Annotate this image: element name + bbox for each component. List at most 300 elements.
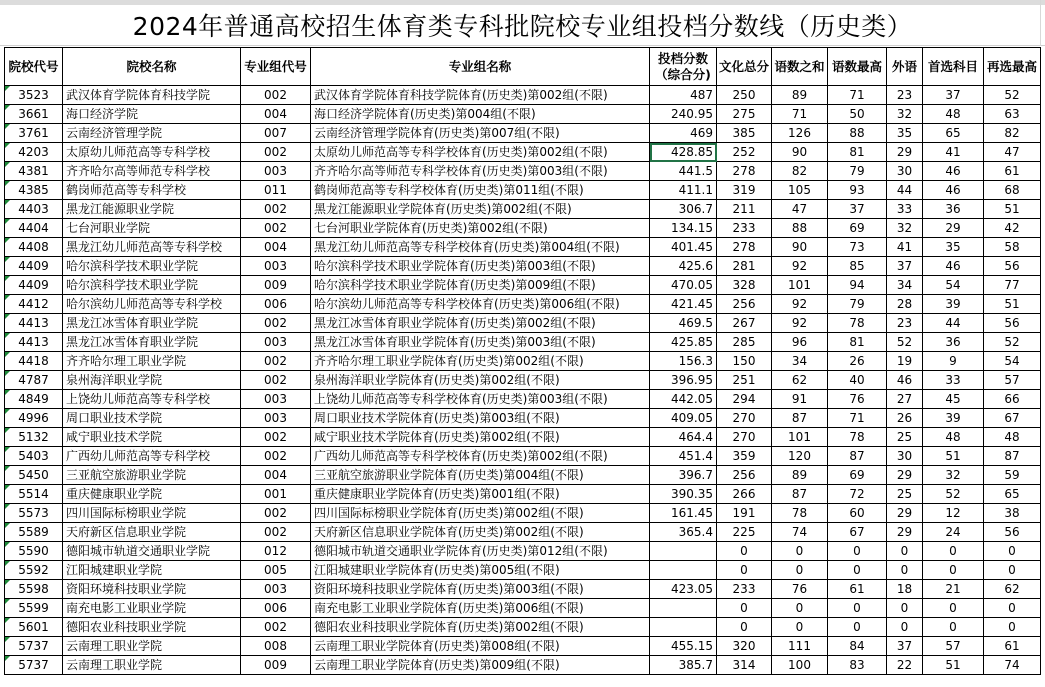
group-code-cell[interactable]: 008 [241,637,311,656]
second-subject-max-cell[interactable]: 74 [984,656,1041,675]
first-subject-cell[interactable]: 46 [923,162,984,181]
second-subject-max-cell[interactable]: 61 [984,637,1041,656]
second-subject-max-cell[interactable]: 65 [984,485,1041,504]
chinese-math-sum-cell[interactable]: 92 [772,295,828,314]
school-code-cell[interactable]: 5592 [5,561,63,580]
group-name-cell[interactable]: 天府新区信息职业学院体育(历史类)第002组(不限) [311,523,650,542]
chinese-math-sum-cell[interactable]: 89 [772,466,828,485]
score-cell[interactable]: 464.4 [650,428,717,447]
header-cell[interactable]: 投档分数（综合分) [650,48,717,86]
culture-total-cell[interactable]: 319 [717,181,772,200]
school-name-cell[interactable]: 四川国际标榜职业学院 [63,504,241,523]
chinese-math-sum-cell[interactable]: 0 [772,599,828,618]
culture-total-cell[interactable]: 266 [717,485,772,504]
group-code-cell[interactable]: 007 [241,124,311,143]
school-name-cell[interactable]: 南充电影工业职业学院 [63,599,241,618]
culture-total-cell[interactable]: 211 [717,200,772,219]
chinese-math-sum-cell[interactable]: 87 [772,485,828,504]
group-code-cell[interactable]: 003 [241,390,311,409]
foreign-language-cell[interactable]: 37 [887,637,923,656]
school-name-cell[interactable]: 黑龙江冰雪体育职业学院 [63,314,241,333]
chinese-math-max-cell[interactable]: 87 [828,447,887,466]
chinese-math-sum-cell[interactable]: 90 [772,143,828,162]
first-subject-cell[interactable]: 45 [923,390,984,409]
chinese-math-max-cell[interactable]: 60 [828,504,887,523]
group-code-cell[interactable]: 002 [241,314,311,333]
school-code-cell[interactable]: 5601 [5,618,63,637]
culture-total-cell[interactable]: 275 [717,105,772,124]
foreign-language-cell[interactable]: 28 [887,295,923,314]
school-code-cell[interactable]: 4996 [5,409,63,428]
school-name-cell[interactable]: 云南理工职业学院 [63,656,241,675]
culture-total-cell[interactable]: 233 [717,219,772,238]
group-code-cell[interactable]: 002 [241,86,311,105]
chinese-math-max-cell[interactable]: 88 [828,124,887,143]
score-cell[interactable]: 401.45 [650,238,717,257]
group-name-cell[interactable]: 咸宁职业技术学院体育(历史类)第002组(不限) [311,428,650,447]
culture-total-cell[interactable]: 270 [717,428,772,447]
group-code-cell[interactable]: 003 [241,162,311,181]
score-cell[interactable] [650,618,717,637]
school-code-cell[interactable]: 4381 [5,162,63,181]
group-name-cell[interactable]: 广西幼儿师范高等专科学校体育(历史类)第002组(不限) [311,447,650,466]
second-subject-max-cell[interactable]: 59 [984,466,1041,485]
culture-total-cell[interactable]: 250 [717,86,772,105]
score-cell[interactable]: 409.05 [650,409,717,428]
chinese-math-max-cell[interactable]: 69 [828,219,887,238]
chinese-math-sum-cell[interactable]: 87 [772,409,828,428]
foreign-language-cell[interactable]: 32 [887,219,923,238]
chinese-math-max-cell[interactable]: 85 [828,257,887,276]
culture-total-cell[interactable]: 191 [717,504,772,523]
group-name-cell[interactable]: 武汉体育学院体育科技学院体育(历史类)第002组(不限) [311,86,650,105]
foreign-language-cell[interactable]: 23 [887,86,923,105]
culture-total-cell[interactable]: 314 [717,656,772,675]
culture-total-cell[interactable]: 225 [717,523,772,542]
score-cell[interactable] [650,542,717,561]
foreign-language-cell[interactable]: 32 [887,105,923,124]
school-code-cell[interactable]: 4849 [5,390,63,409]
second-subject-max-cell[interactable]: 62 [984,580,1041,599]
school-name-cell[interactable]: 德阳农业科技职业学院 [63,618,241,637]
chinese-math-max-cell[interactable]: 94 [828,276,887,295]
group-name-cell[interactable]: 云南理工职业学院体育(历史类)第008组(不限) [311,637,650,656]
score-cell[interactable]: 421.45 [650,295,717,314]
group-code-cell[interactable]: 006 [241,295,311,314]
second-subject-max-cell[interactable]: 52 [984,86,1041,105]
group-name-cell[interactable]: 七台河职业学院体育(历史类)第002组(不限) [311,219,650,238]
foreign-language-cell[interactable]: 19 [887,352,923,371]
first-subject-cell[interactable]: 65 [923,124,984,143]
second-subject-max-cell[interactable]: 38 [984,504,1041,523]
header-cell[interactable]: 语数之和 [772,48,828,86]
group-code-cell[interactable]: 003 [241,580,311,599]
school-name-cell[interactable]: 三亚航空旅游职业学院 [63,466,241,485]
school-name-cell[interactable]: 德阳城市轨道交通职业学院 [63,542,241,561]
foreign-language-cell[interactable]: 26 [887,409,923,428]
foreign-language-cell[interactable]: 25 [887,485,923,504]
school-code-cell[interactable]: 4418 [5,352,63,371]
school-name-cell[interactable]: 黑龙江能源职业学院 [63,200,241,219]
school-code-cell[interactable]: 4413 [5,314,63,333]
second-subject-max-cell[interactable]: 77 [984,276,1041,295]
school-code-cell[interactable]: 5737 [5,656,63,675]
school-code-cell[interactable]: 4408 [5,238,63,257]
first-subject-cell[interactable]: 44 [923,314,984,333]
group-name-cell[interactable]: 哈尔滨科学技术职业学院体育(历史类)第009组(不限) [311,276,650,295]
chinese-math-max-cell[interactable]: 69 [828,466,887,485]
group-name-cell[interactable]: 黑龙江冰雪体育职业学院体育(历史类)第003组(不限) [311,333,650,352]
score-cell[interactable]: 469.5 [650,314,717,333]
second-subject-max-cell[interactable]: 52 [984,333,1041,352]
score-cell[interactable]: 411.1 [650,181,717,200]
header-cell[interactable]: 文化总分 [717,48,772,86]
score-cell[interactable] [650,561,717,580]
second-subject-max-cell[interactable]: 58 [984,238,1041,257]
group-name-cell[interactable]: 德阳农业科技职业学院体育(历史类)第002组(不限) [311,618,650,637]
second-subject-max-cell[interactable]: 42 [984,219,1041,238]
group-name-cell[interactable]: 黑龙江幼儿师范高等专科学校体育(历史类)第004组(不限) [311,238,650,257]
chinese-math-sum-cell[interactable]: 82 [772,162,828,181]
chinese-math-max-cell[interactable]: 71 [828,409,887,428]
school-code-cell[interactable]: 4203 [5,143,63,162]
foreign-language-cell[interactable]: 27 [887,390,923,409]
culture-total-cell[interactable]: 0 [717,618,772,637]
chinese-math-sum-cell[interactable]: 91 [772,390,828,409]
culture-total-cell[interactable]: 0 [717,599,772,618]
score-cell[interactable]: 442.05 [650,390,717,409]
culture-total-cell[interactable]: 0 [717,542,772,561]
score-cell[interactable] [650,599,717,618]
chinese-math-sum-cell[interactable]: 90 [772,238,828,257]
chinese-math-max-cell[interactable]: 26 [828,352,887,371]
group-code-cell[interactable]: 006 [241,599,311,618]
school-name-cell[interactable]: 资阳环境科技职业学院 [63,580,241,599]
first-subject-cell[interactable]: 37 [923,86,984,105]
first-subject-cell[interactable]: 0 [923,599,984,618]
second-subject-max-cell[interactable]: 61 [984,162,1041,181]
first-subject-cell[interactable]: 39 [923,409,984,428]
group-code-cell[interactable]: 002 [241,371,311,390]
school-name-cell[interactable]: 上饶幼儿师范高等专科学校 [63,390,241,409]
first-subject-cell[interactable]: 35 [923,238,984,257]
score-cell[interactable]: 240.95 [650,105,717,124]
score-cell[interactable]: 396.7 [650,466,717,485]
culture-total-cell[interactable]: 385 [717,124,772,143]
culture-total-cell[interactable]: 251 [717,371,772,390]
chinese-math-sum-cell[interactable]: 100 [772,656,828,675]
chinese-math-max-cell[interactable]: 67 [828,523,887,542]
score-cell[interactable]: 156.3 [650,352,717,371]
first-subject-cell[interactable]: 9 [923,352,984,371]
school-name-cell[interactable]: 云南理工职业学院 [63,637,241,656]
second-subject-max-cell[interactable]: 56 [984,257,1041,276]
school-name-cell[interactable]: 天府新区信息职业学院 [63,523,241,542]
school-code-cell[interactable]: 4413 [5,333,63,352]
school-name-cell[interactable]: 周口职业技术学院 [63,409,241,428]
school-code-cell[interactable]: 5514 [5,485,63,504]
group-name-cell[interactable]: 三亚航空旅游职业学院体育(历史类)第004组(不限) [311,466,650,485]
foreign-language-cell[interactable]: 52 [887,333,923,352]
second-subject-max-cell[interactable]: 51 [984,200,1041,219]
group-code-cell[interactable]: 009 [241,276,311,295]
school-code-cell[interactable]: 4409 [5,276,63,295]
group-code-cell[interactable]: 002 [241,523,311,542]
chinese-math-sum-cell[interactable]: 47 [772,200,828,219]
foreign-language-cell[interactable]: 23 [887,314,923,333]
group-name-cell[interactable]: 周口职业技术学院体育(历史类)第003组(不限) [311,409,650,428]
group-code-cell[interactable]: 001 [241,485,311,504]
culture-total-cell[interactable]: 270 [717,409,772,428]
second-subject-max-cell[interactable]: 63 [984,105,1041,124]
header-cell[interactable]: 语数最高 [828,48,887,86]
foreign-language-cell[interactable]: 46 [887,371,923,390]
first-subject-cell[interactable]: 12 [923,504,984,523]
first-subject-cell[interactable]: 0 [923,618,984,637]
school-code-cell[interactable]: 4409 [5,257,63,276]
culture-total-cell[interactable]: 256 [717,466,772,485]
first-subject-cell[interactable]: 32 [923,466,984,485]
score-cell[interactable]: 425.6 [650,257,717,276]
score-cell[interactable]: 385.7 [650,656,717,675]
group-code-cell[interactable]: 012 [241,542,311,561]
second-subject-max-cell[interactable]: 48 [984,428,1041,447]
chinese-math-sum-cell[interactable]: 62 [772,371,828,390]
chinese-math-sum-cell[interactable]: 105 [772,181,828,200]
group-code-cell[interactable]: 002 [241,200,311,219]
foreign-language-cell[interactable]: 34 [887,276,923,295]
foreign-language-cell[interactable]: 0 [887,599,923,618]
chinese-math-max-cell[interactable]: 76 [828,390,887,409]
first-subject-cell[interactable]: 51 [923,447,984,466]
foreign-language-cell[interactable]: 0 [887,618,923,637]
foreign-language-cell[interactable]: 37 [887,257,923,276]
school-name-cell[interactable]: 太原幼儿师范高等专科学校 [63,143,241,162]
school-code-cell[interactable]: 5590 [5,542,63,561]
first-subject-cell[interactable]: 46 [923,257,984,276]
school-code-cell[interactable]: 4412 [5,295,63,314]
school-code-cell[interactable]: 5737 [5,637,63,656]
group-name-cell[interactable]: 齐齐哈尔高等师范专科学校体育(历史类)第003组(不限) [311,162,650,181]
chinese-math-max-cell[interactable]: 0 [828,599,887,618]
group-code-cell[interactable]: 004 [241,105,311,124]
header-cell[interactable]: 专业组代号 [241,48,311,86]
header-cell[interactable]: 院校名称 [63,48,241,86]
culture-total-cell[interactable]: 267 [717,314,772,333]
group-name-cell[interactable]: 云南理工职业学院体育(历史类)第009组(不限) [311,656,650,675]
group-name-cell[interactable]: 哈尔滨幼儿师范高等专科学校体育(历史类)第006组(不限) [311,295,650,314]
chinese-math-max-cell[interactable]: 79 [828,295,887,314]
culture-total-cell[interactable]: 285 [717,333,772,352]
chinese-math-max-cell[interactable]: 72 [828,485,887,504]
chinese-math-sum-cell[interactable]: 74 [772,523,828,542]
foreign-language-cell[interactable]: 33 [887,200,923,219]
second-subject-max-cell[interactable]: 67 [984,409,1041,428]
first-subject-cell[interactable]: 54 [923,276,984,295]
score-cell[interactable]: 423.05 [650,580,717,599]
school-code-cell[interactable]: 4403 [5,200,63,219]
chinese-math-max-cell[interactable]: 61 [828,580,887,599]
first-subject-cell[interactable]: 46 [923,181,984,200]
score-cell[interactable]: 451.4 [650,447,717,466]
first-subject-cell[interactable]: 52 [923,485,984,504]
school-name-cell[interactable]: 云南经济管理学院 [63,124,241,143]
school-name-cell[interactable]: 七台河职业学院 [63,219,241,238]
first-subject-cell[interactable]: 0 [923,542,984,561]
chinese-math-max-cell[interactable]: 0 [828,542,887,561]
chinese-math-sum-cell[interactable]: 0 [772,542,828,561]
culture-total-cell[interactable]: 320 [717,637,772,656]
school-name-cell[interactable]: 武汉体育学院体育科技学院 [63,86,241,105]
chinese-math-sum-cell[interactable]: 120 [772,447,828,466]
culture-total-cell[interactable]: 0 [717,561,772,580]
score-cell[interactable]: 455.15 [650,637,717,656]
foreign-language-cell[interactable]: 30 [887,447,923,466]
first-subject-cell[interactable]: 48 [923,428,984,447]
school-code-cell[interactable]: 5599 [5,599,63,618]
chinese-math-max-cell[interactable]: 40 [828,371,887,390]
group-code-cell[interactable]: 002 [241,618,311,637]
score-cell[interactable]: 134.15 [650,219,717,238]
school-code-cell[interactable]: 5598 [5,580,63,599]
chinese-math-sum-cell[interactable]: 101 [772,428,828,447]
score-cell[interactable]: 425.85 [650,333,717,352]
first-subject-cell[interactable]: 0 [923,561,984,580]
first-subject-cell[interactable]: 21 [923,580,984,599]
chinese-math-sum-cell[interactable]: 76 [772,580,828,599]
school-name-cell[interactable]: 江阳城建职业学院 [63,561,241,580]
chinese-math-sum-cell[interactable]: 78 [772,504,828,523]
chinese-math-sum-cell[interactable]: 111 [772,637,828,656]
group-name-cell[interactable]: 上饶幼儿师范高等专科学校体育(历史类)第003组(不限) [311,390,650,409]
second-subject-max-cell[interactable]: 66 [984,390,1041,409]
school-code-cell[interactable]: 5573 [5,504,63,523]
chinese-math-max-cell[interactable]: 71 [828,86,887,105]
score-cell[interactable]: 306.7 [650,200,717,219]
chinese-math-max-cell[interactable]: 83 [828,656,887,675]
school-name-cell[interactable]: 鹤岗师范高等专科学校 [63,181,241,200]
second-subject-max-cell[interactable]: 87 [984,447,1041,466]
second-subject-max-cell[interactable]: 68 [984,181,1041,200]
school-name-cell[interactable]: 泉州海洋职业学院 [63,371,241,390]
school-name-cell[interactable]: 齐齐哈尔高等师范专科学校 [63,162,241,181]
group-name-cell[interactable]: 重庆健康职业学院体育(历史类)第001组(不限) [311,485,650,504]
school-name-cell[interactable]: 哈尔滨科学技术职业学院 [63,276,241,295]
first-subject-cell[interactable]: 33 [923,371,984,390]
school-code-cell[interactable]: 5450 [5,466,63,485]
group-code-cell[interactable]: 002 [241,504,311,523]
group-name-cell[interactable]: 四川国际标榜职业学院体育(历史类)第002组(不限) [311,504,650,523]
culture-total-cell[interactable]: 294 [717,390,772,409]
school-code-cell[interactable]: 5403 [5,447,63,466]
group-code-cell[interactable]: 004 [241,238,311,257]
second-subject-max-cell[interactable]: 56 [984,314,1041,333]
school-code-cell[interactable]: 3761 [5,124,63,143]
group-code-cell[interactable]: 003 [241,409,311,428]
foreign-language-cell[interactable]: 29 [887,523,923,542]
foreign-language-cell[interactable]: 0 [887,561,923,580]
chinese-math-max-cell[interactable]: 73 [828,238,887,257]
first-subject-cell[interactable]: 36 [923,333,984,352]
culture-total-cell[interactable]: 328 [717,276,772,295]
second-subject-max-cell[interactable]: 0 [984,599,1041,618]
school-code-cell[interactable]: 5589 [5,523,63,542]
foreign-language-cell[interactable]: 41 [887,238,923,257]
group-code-cell[interactable]: 005 [241,561,311,580]
first-subject-cell[interactable]: 51 [923,656,984,675]
group-code-cell[interactable]: 002 [241,219,311,238]
culture-total-cell[interactable]: 150 [717,352,772,371]
header-cell[interactable]: 首选科目 [923,48,984,86]
score-cell[interactable]: 441.5 [650,162,717,181]
second-subject-max-cell[interactable]: 56 [984,523,1041,542]
header-cell[interactable]: 院校代号 [5,48,63,86]
chinese-math-sum-cell[interactable]: 0 [772,561,828,580]
foreign-language-cell[interactable]: 0 [887,542,923,561]
chinese-math-max-cell[interactable]: 0 [828,561,887,580]
score-cell[interactable]: 161.45 [650,504,717,523]
score-cell[interactable]: 487 [650,86,717,105]
score-cell[interactable]: 470.05 [650,276,717,295]
culture-total-cell[interactable]: 252 [717,143,772,162]
school-name-cell[interactable]: 哈尔滨幼儿师范高等专科学校 [63,295,241,314]
group-code-cell[interactable]: 003 [241,333,311,352]
group-name-cell[interactable]: 德阳城市轨道交通职业学院体育(历史类)第012组(不限) [311,542,650,561]
chinese-math-max-cell[interactable]: 93 [828,181,887,200]
group-name-cell[interactable]: 南充电影工业职业学院体育(历史类)第006组(不限) [311,599,650,618]
foreign-language-cell[interactable]: 25 [887,428,923,447]
first-subject-cell[interactable]: 57 [923,637,984,656]
header-cell[interactable]: 外语 [887,48,923,86]
school-code-cell[interactable]: 4404 [5,219,63,238]
foreign-language-cell[interactable]: 29 [887,143,923,162]
foreign-language-cell[interactable]: 29 [887,504,923,523]
foreign-language-cell[interactable]: 22 [887,656,923,675]
group-name-cell[interactable]: 云南经济管理学院体育(历史类)第007组(不限) [311,124,650,143]
group-code-cell[interactable]: 002 [241,428,311,447]
group-name-cell[interactable]: 黑龙江能源职业学院体育(历史类)第002组(不限) [311,200,650,219]
second-subject-max-cell[interactable]: 82 [984,124,1041,143]
second-subject-max-cell[interactable]: 54 [984,352,1041,371]
group-name-cell[interactable]: 资阳环境科技职业学院体育(历史类)第003组(不限) [311,580,650,599]
second-subject-max-cell[interactable]: 0 [984,618,1041,637]
chinese-math-max-cell[interactable]: 37 [828,200,887,219]
chinese-math-max-cell[interactable]: 0 [828,618,887,637]
foreign-language-cell[interactable]: 35 [887,124,923,143]
group-code-cell[interactable]: 011 [241,181,311,200]
school-code-cell[interactable]: 4787 [5,371,63,390]
second-subject-max-cell[interactable]: 47 [984,143,1041,162]
school-name-cell[interactable]: 黑龙江幼儿师范高等专科学校 [63,238,241,257]
group-code-cell[interactable]: 009 [241,656,311,675]
second-subject-max-cell[interactable]: 0 [984,542,1041,561]
chinese-math-max-cell[interactable]: 78 [828,428,887,447]
school-name-cell[interactable]: 海口经济学院 [63,105,241,124]
header-cell[interactable]: 再选最高 [984,48,1041,86]
chinese-math-sum-cell[interactable]: 0 [772,618,828,637]
score-cell[interactable]: 428.85 [650,143,717,162]
school-code-cell[interactable]: 3523 [5,86,63,105]
group-name-cell[interactable]: 江阳城建职业学院体育(历史类)第005组(不限) [311,561,650,580]
group-code-cell[interactable]: 003 [241,257,311,276]
first-subject-cell[interactable]: 36 [923,200,984,219]
second-subject-max-cell[interactable]: 57 [984,371,1041,390]
culture-total-cell[interactable]: 256 [717,295,772,314]
group-name-cell[interactable]: 齐齐哈尔理工职业学院体育(历史类)第002组(不限) [311,352,650,371]
chinese-math-sum-cell[interactable]: 71 [772,105,828,124]
school-name-cell[interactable]: 咸宁职业技术学院 [63,428,241,447]
score-cell[interactable]: 390.35 [650,485,717,504]
